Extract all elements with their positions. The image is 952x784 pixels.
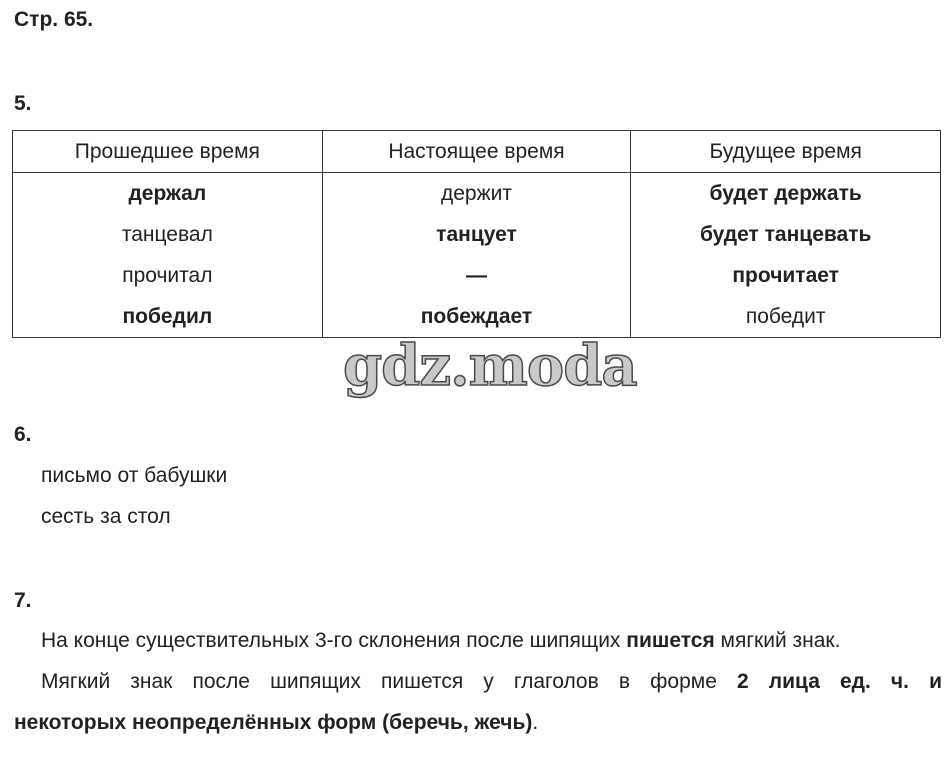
task-7-number: 7. [14, 589, 32, 612]
table-row [13, 214, 941, 255]
cell-present: танцует [322, 214, 631, 255]
task-6-number: 6. [14, 423, 32, 446]
rule-line-3-end: . [532, 711, 539, 734]
rule-line-2-bold: 2 лица ед. ч. и [737, 670, 942, 693]
cell-past: победил [13, 296, 323, 338]
rule-line-1 [41, 620, 941, 661]
table-row [13, 255, 941, 296]
table-row [13, 296, 941, 338]
header-past-tense: Прошедшее время [13, 131, 323, 173]
rule-line-1-text: На конце существительных 3-го склонения после шипящих [41, 629, 627, 652]
cell-future: победит [631, 296, 941, 338]
rule-line-1-bold: пишется [626, 629, 715, 652]
rule-line-1-end: мягкий знак. [714, 629, 841, 652]
header-future-tense: Будущее время [631, 131, 941, 173]
cell-past: танцевал [13, 214, 323, 255]
cell-present: — [322, 255, 631, 296]
cell-present: держит [322, 173, 631, 215]
header-present-tense: Настоящее время [322, 131, 631, 173]
cell-future: будет танцевать [631, 214, 941, 255]
cell-present: побеждает [322, 296, 631, 338]
cell-past: держал [13, 173, 323, 215]
phrase-1: письмо от бабушки [41, 464, 228, 487]
task-5-number: 5. [14, 92, 32, 115]
watermark-logo: gdz.moda [343, 333, 637, 399]
rule-line-2-text: Мягкий знак после шипящих пишется у глаголов в форме [41, 670, 737, 693]
rule-line-3 [14, 702, 934, 743]
table-header-row [13, 131, 941, 173]
rule-line-3-bold: некоторых неопределённых форм (беречь, жечь) [14, 711, 533, 734]
phrase-2: сесть за стол [41, 505, 171, 528]
rule-line-2 [41, 661, 942, 702]
table-row [13, 173, 941, 215]
cell-future: прочитает [631, 255, 941, 296]
cell-future: будет держать [631, 173, 941, 215]
tense-table [12, 130, 941, 338]
cell-past: прочитал [13, 255, 323, 296]
page-reference: Стр. 65. [14, 8, 94, 31]
